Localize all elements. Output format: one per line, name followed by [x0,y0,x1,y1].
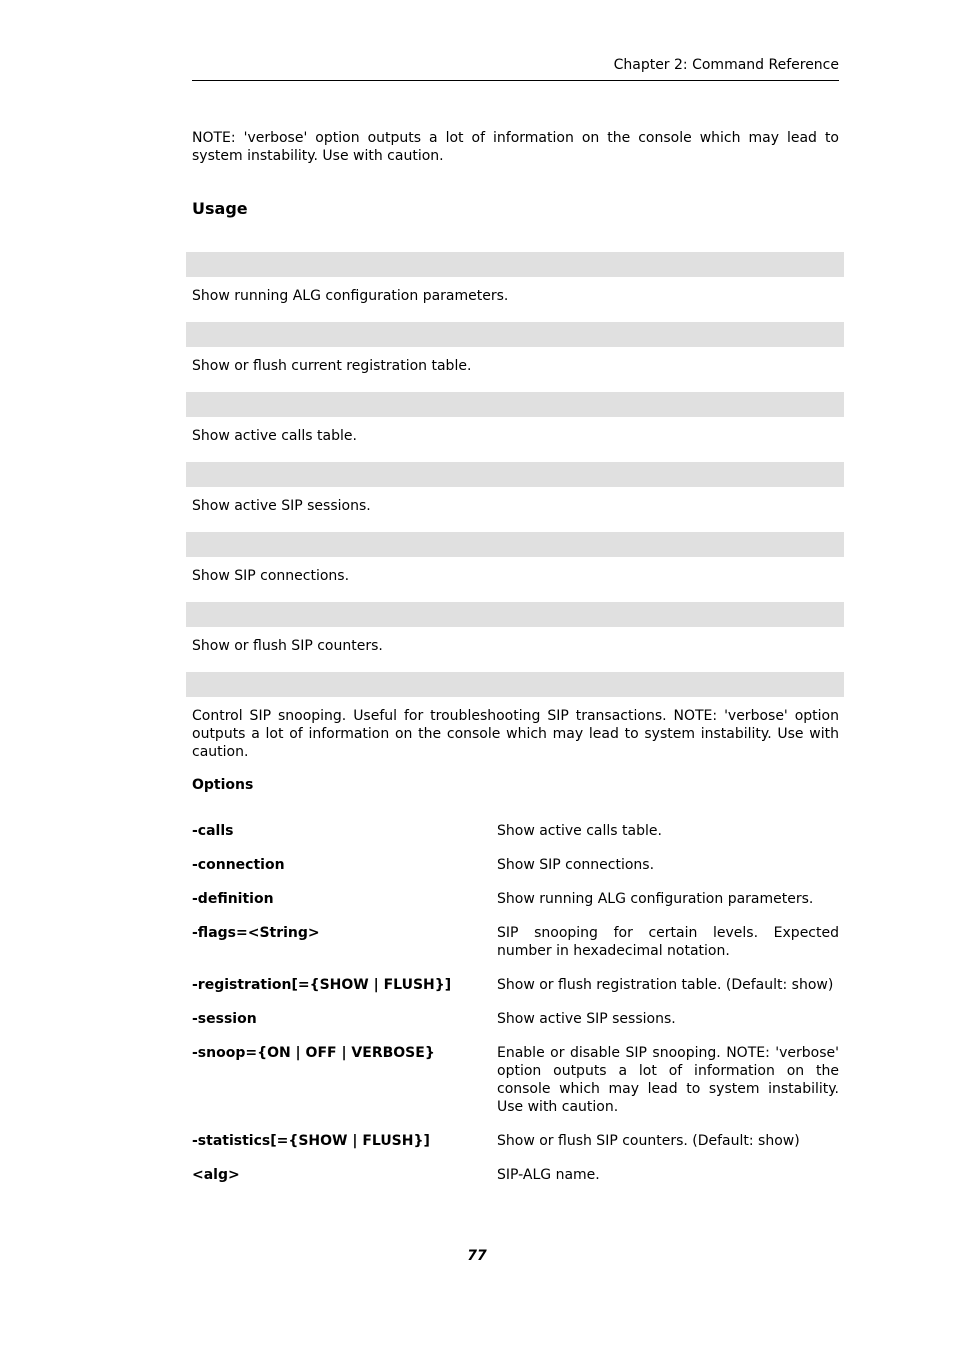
option-name: -session [192,1011,257,1027]
option-name: <alg> [192,1167,240,1183]
options-table [192,822,839,1200]
usage-list [186,252,844,760]
usage-entry [186,602,844,672]
usage-entry [186,322,844,392]
usage-description: Control SIP snooping. Useful for troubleshooting SIP transactions. NOTE: 'verbose' option outputs a lot of information on the console which may lead to system instability. Use with caution. [192,708,839,760]
option-row [192,1044,839,1132]
usage-description: Show or flush current registration table. [192,358,472,374]
usage-entry [186,462,844,532]
usage-command-bar [186,672,844,697]
option-description: Show active SIP sessions. [497,1011,676,1027]
usage-command-bar [186,252,844,277]
usage-description: Show running ALG configuration parameters. [192,288,509,304]
option-row [192,856,839,890]
option-description: SIP snooping for certain levels. Expected number in hexadecimal notation. [497,925,839,959]
usage-description: Show active SIP sessions. [192,498,371,514]
option-name: -definition [192,891,274,907]
usage-command-bar [186,322,844,347]
option-name: -statistics[={SHOW | FLUSH}] [192,1133,430,1149]
usage-command-bar [186,392,844,417]
option-description: Show SIP connections. [497,857,655,873]
page-number: 77 [467,1248,487,1264]
option-name: -snoop={ON | OFF | VERBOSE} [192,1045,435,1061]
usage-description: Show or flush SIP counters. [192,638,383,654]
option-name: -registration[={SHOW | FLUSH}] [192,977,452,993]
usage-entry [186,532,844,602]
option-row [192,822,839,856]
option-row [192,976,839,1010]
option-description: SIP-ALG name. [497,1167,600,1183]
options-heading: Options [192,777,254,793]
usage-entry [186,672,844,760]
option-description: Enable or disable SIP snooping. NOTE: 'verbose' option outputs a lot of information on the console which may lead to system instability. Use with caution. [497,1045,839,1115]
usage-command-bar [186,532,844,557]
usage-entry [186,392,844,462]
chapter-title: Chapter 2: Command Reference [613,57,839,73]
usage-description: Show active calls table. [192,428,357,444]
usage-command-bar [186,462,844,487]
option-row [192,1166,839,1200]
page-header [192,55,839,81]
option-description: Show or flush SIP counters. (Default: show) [497,1133,800,1149]
option-row [192,1010,839,1044]
option-description: Show active calls table. [497,823,662,839]
option-row [192,890,839,924]
usage-command-bar [186,602,844,627]
usage-entry [186,252,844,322]
usage-description: Show SIP connections. [192,568,350,584]
option-description: Show or flush registration table. (Default: show) [497,977,834,993]
option-row [192,924,839,976]
usage-heading: Usage [192,199,248,218]
option-name: -calls [192,823,234,839]
option-description: Show running ALG configuration parameters. [497,891,814,907]
option-name: -connection [192,857,285,873]
option-name: -flags=<String> [192,925,320,941]
option-row [192,1132,839,1166]
verbose-note: NOTE: 'verbose' option outputs a lot of information on the console which may lead to system instability. Use with caution. [192,130,839,164]
